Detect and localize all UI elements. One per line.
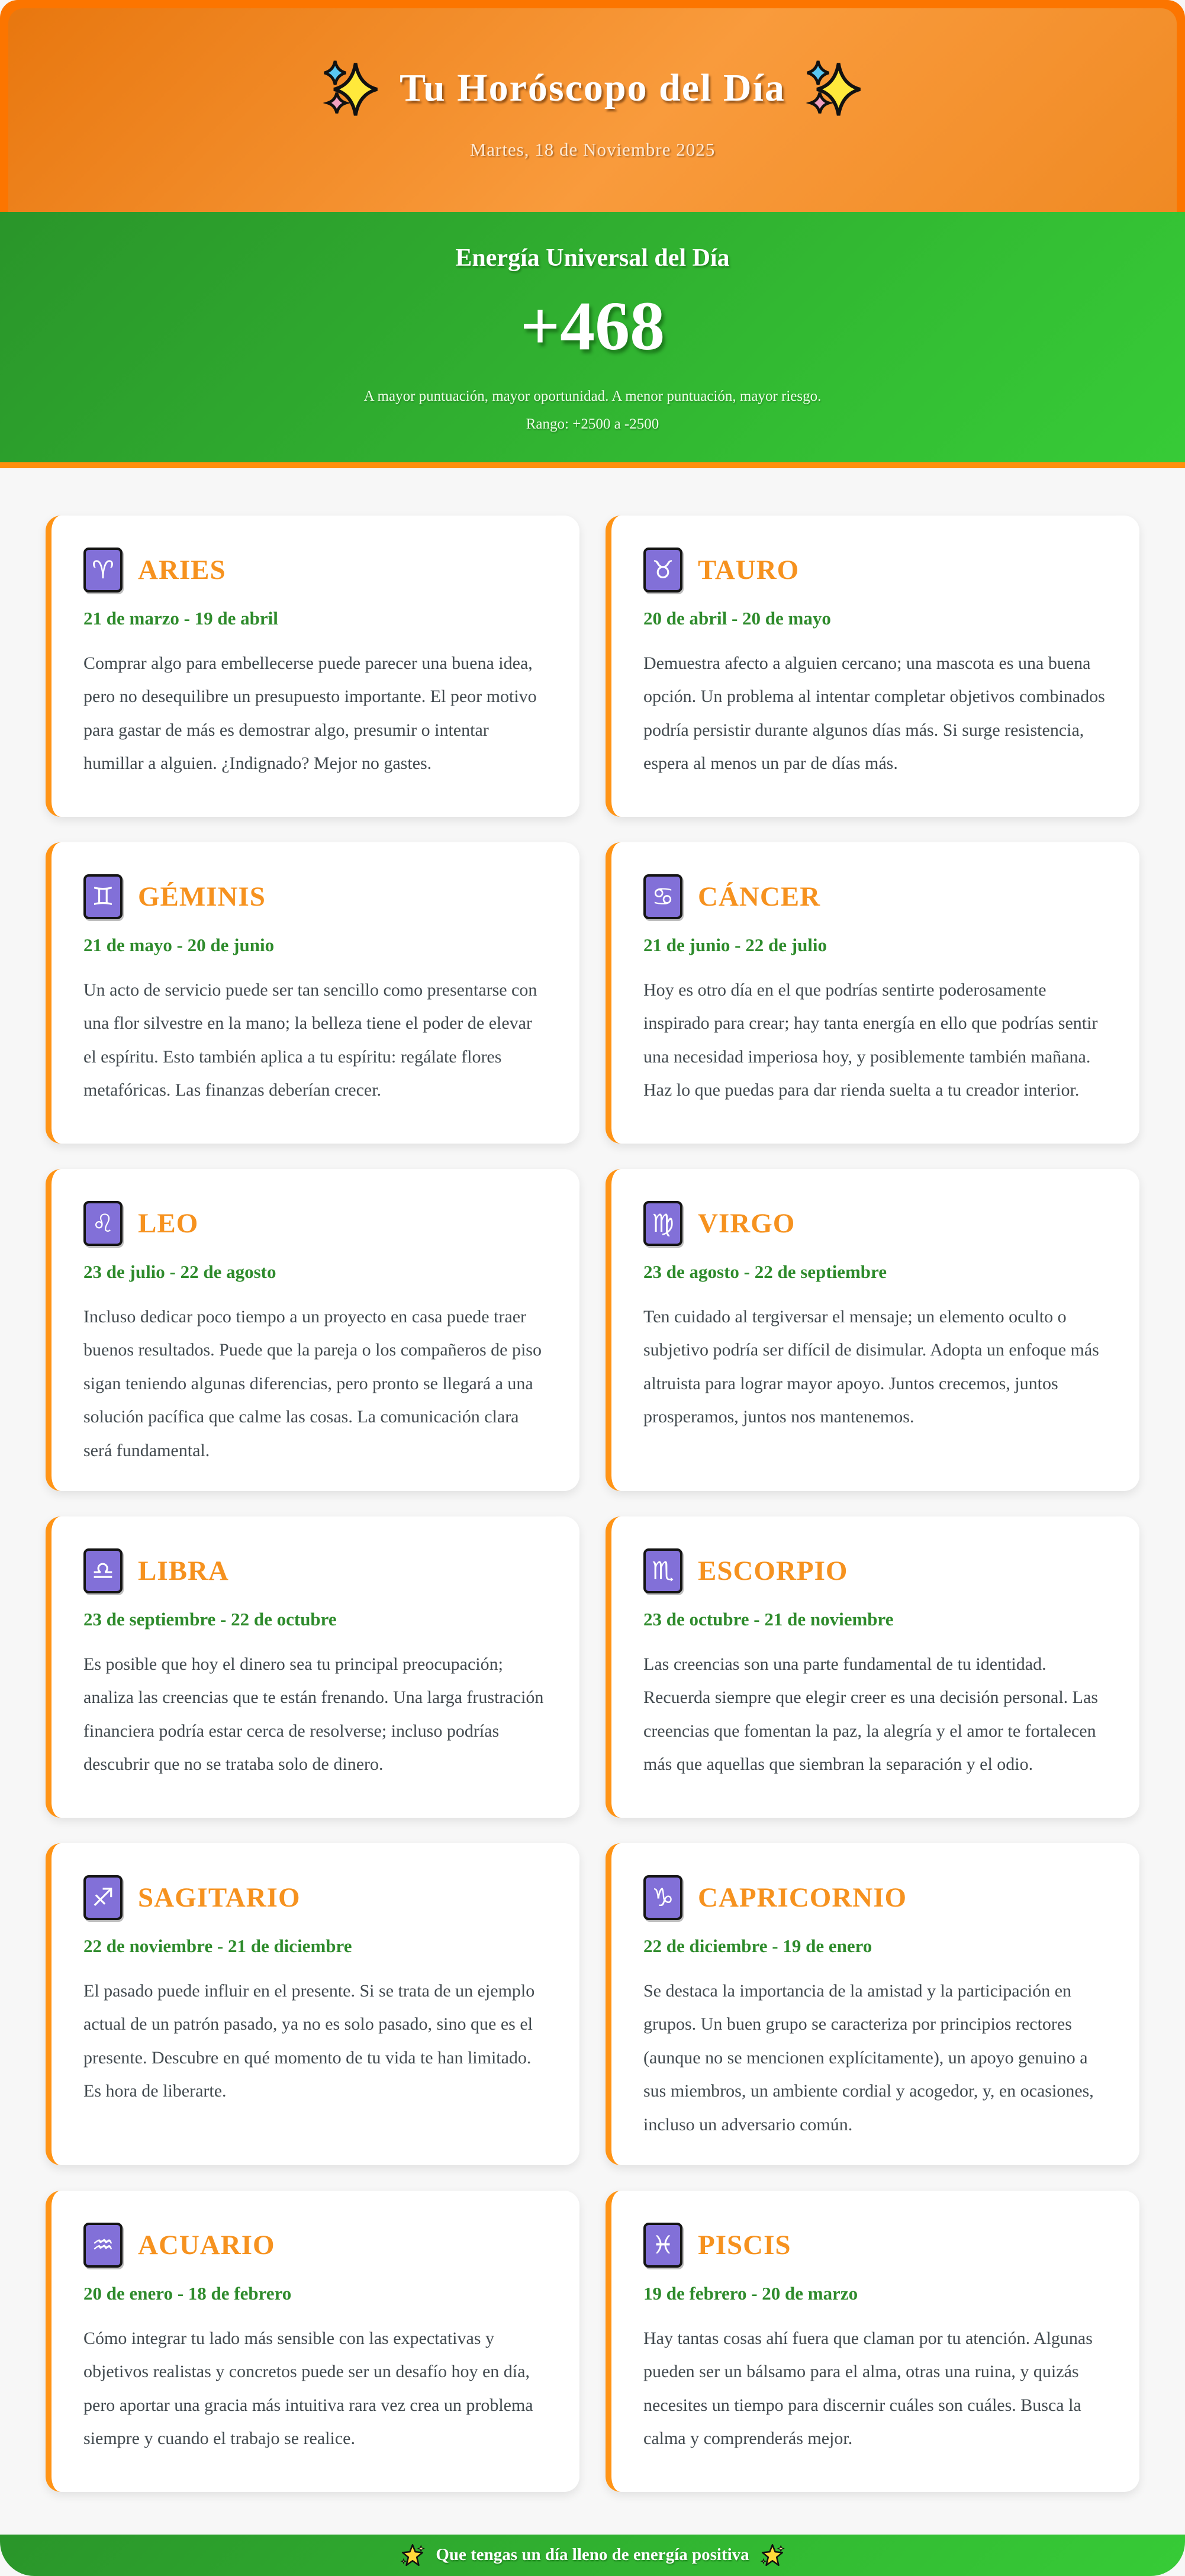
zodiac-sign-icon xyxy=(83,548,123,593)
zodiac-card xyxy=(46,1516,579,1818)
zodiac-sign-glyph: ♓ xyxy=(652,2230,674,2259)
horoscope-text: Cómo integrar tu lado más sensible con las expectativas y objetivos realistas y concretos puede ser un desafío hoy en día, pero aportar una gracia más intuitiva rara vez crea un problema siempre y cuando el trabajo se realice. xyxy=(83,2328,533,2449)
zodiac-sign-glyph: ♒ xyxy=(92,2230,114,2259)
zodiac-card-header xyxy=(83,1548,546,1593)
horoscope-text: Un acto de servicio puede ser tan sencillo como presentarse con una flor silvestre en la mano; la belleza tiene el poder de elevar el espíritu. Esto también aplica a tu espíritu: regálate flores metafóricas. Las finanzas deberían crecer. xyxy=(83,980,537,1100)
zodiac-sign-glyph: ♋ xyxy=(652,882,674,911)
zodiac-name: ARIES xyxy=(138,555,226,585)
zodiac-date-range: 23 de agosto - 22 de septiembre xyxy=(643,1261,887,1282)
page-header xyxy=(8,8,1177,212)
zodiac-name: PISCIS xyxy=(698,2229,791,2261)
energy-description-line: A mayor puntuación, mayor oportunidad. A menor puntuación, mayor riesgo. xyxy=(363,388,822,404)
zodiac-card xyxy=(606,2191,1139,2492)
zodiac-date-range: 22 de noviembre - 21 de diciembre xyxy=(83,1935,352,1956)
zodiac-card xyxy=(606,1516,1139,1818)
page-date: Martes, 18 de Noviembre 2025 xyxy=(469,139,716,160)
horoscope-text: Ten cuidado al tergiversar el mensaje; un elemento oculto o subjetivo podría ser difícil de disimular. Adopta un enfoque más altruista para lograr mayor apoyo. Juntos crecemos, juntos prosperamos, juntos nos mantenemos. xyxy=(643,1307,1099,1427)
zodiac-card xyxy=(46,842,579,1144)
zodiac-card xyxy=(46,1169,579,1491)
zodiac-sign-icon xyxy=(83,1201,123,1246)
zodiac-sign-icon xyxy=(83,2223,123,2268)
zodiac-date-range: 19 de febrero - 20 de marzo xyxy=(643,2282,858,2304)
horoscope-text: Demuestra afecto a alguien cercano; una mascota es una buena opción. Un problema al intentar completar objetivos combinados podría persistir durante algunos días más. Si surge resistencia, espera al menos un par de días más. xyxy=(643,653,1105,774)
footer-message: Que tengas un día lleno de energía positiva xyxy=(436,2545,749,2565)
zodiac-card-header xyxy=(643,2223,1106,2268)
zodiac-name: CAPRICORNIO xyxy=(698,1882,907,1913)
zodiac-sign-glyph: ♐ xyxy=(92,1882,114,1912)
zodiac-sign-icon xyxy=(83,874,123,919)
zodiac-card-header xyxy=(643,548,1106,593)
zodiac-name: VIRGO xyxy=(698,1208,796,1239)
zodiac-card xyxy=(46,1843,579,2165)
zodiac-card-header xyxy=(643,1548,1106,1593)
zodiac-sign-glyph: ♈ xyxy=(92,555,114,584)
horoscope-text: Comprar algo para embellecerse puede parecer una buena idea, pero no desequilibre un presupuesto importante. El peor motivo para gastar de más es demostrar algo, presumir o intentar humillar a alguien. ¿Indignado? Mejor no gastes. xyxy=(83,653,537,774)
zodiac-date-range: 23 de septiembre - 22 de octubre xyxy=(83,1608,337,1630)
zodiac-card-header xyxy=(643,874,1106,919)
zodiac-card xyxy=(46,516,579,817)
zodiac-card-header xyxy=(83,874,546,919)
horoscope-text: Hay tantas cosas ahí fuera que claman por tu atención. Algunas pueden ser un bálsamo para el alma, otras una ruina, y quizás necesites un tiempo para discernir cuáles son cuáles. Busca la calma y comprenderás mejor. xyxy=(643,2328,1093,2449)
zodiac-card-header xyxy=(643,1875,1106,1920)
zodiac-date-range: 21 de mayo - 20 de junio xyxy=(83,935,275,955)
zodiac-sign-glyph: ♊ xyxy=(92,882,114,911)
energy-score: +468 xyxy=(520,287,665,365)
horoscope-text: Se destaca la importancia de la amistad y la participación en grupos. Un buen grupo se caracteriza por principios rectores (aunque no se mencionen explícitamente), un apoyo genuino a sus miembros, un ambiente cordial y acogedor, y, en ocasiones, incluso un adversario común. xyxy=(643,1981,1094,2134)
zodiac-date-range: 20 de enero - 18 de febrero xyxy=(83,2282,292,2304)
zodiac-date-range: 20 de abril - 20 de mayo xyxy=(643,608,831,629)
zodiac-card-header xyxy=(83,2223,546,2268)
horoscope-text: Hoy es otro día en el que podrías sentirte poderosamente inspirado para crear; hay tanta energía en ello que podrías sentir una necesidad imperiosa hoy, y posiblemente también mañana. Haz lo que puedas para dar rienda suelta a tu creador interior. xyxy=(643,980,1098,1100)
energy-title: Energía Universal del Día xyxy=(455,244,730,272)
cards-grid xyxy=(0,468,1185,2535)
zodiac-card-header xyxy=(83,548,546,593)
zodiac-date-range: 21 de junio - 22 de julio xyxy=(643,935,827,955)
zodiac-sign-icon xyxy=(643,548,682,593)
zodiac-name: CÁNCER xyxy=(698,881,821,912)
zodiac-date-range: 23 de octubre - 21 de noviembre xyxy=(643,1608,894,1630)
zodiac-card xyxy=(606,516,1139,817)
zodiac-card-header xyxy=(83,1875,546,1920)
energy-description xyxy=(364,382,822,439)
zodiac-card-header xyxy=(643,1201,1106,1246)
horoscope-text: Incluso dedicar poco tiempo a un proyecto en casa puede traer buenos resultados. Puede que la pareja o los compañeros de piso sigan teniendo algunas diferencias, pero pronto se llegará a una solución pacífica que calme las cosas. La comunicación clara será fundamental. xyxy=(83,1307,542,1460)
zodiac-name: ESCORPIO xyxy=(698,1555,848,1586)
horoscope-text: Es posible que hoy el dinero sea tu principal preocupación; analiza las creencias que te están frenando. Una larga frustración financiera podría estar cerca de resolverse; incluso podrías descubrir que no se trataba solo de dinero. xyxy=(83,1654,544,1775)
zodiac-card xyxy=(606,1169,1139,1491)
zodiac-sign-icon xyxy=(643,1875,682,1920)
horoscope-text: Las creencias son una parte fundamental de tu identidad. Recuerda siempre que elegir creer es una decisión personal. Las creencias que fomentan la paz, la alegría y el amor te fortalecen más que aquellas que siembran la separación y el odio. xyxy=(643,1654,1098,1775)
zodiac-sign-icon xyxy=(83,1548,123,1593)
orange-divider xyxy=(0,462,1185,468)
glowing-star-icon xyxy=(400,2543,425,2568)
zodiac-name: LIBRA xyxy=(138,1555,229,1586)
zodiac-card-header xyxy=(83,1201,546,1246)
universal-energy-section xyxy=(0,212,1185,462)
sparkles-icon xyxy=(323,60,379,117)
zodiac-sign-icon xyxy=(83,1875,123,1920)
zodiac-sign-icon xyxy=(643,1201,682,1246)
glowing-star-icon xyxy=(760,2543,785,2568)
zodiac-sign-icon xyxy=(643,1548,682,1593)
zodiac-sign-glyph: ♌ xyxy=(92,1209,114,1238)
zodiac-sign-glyph: ♎ xyxy=(92,1556,114,1585)
zodiac-date-range: 22 de diciembre - 19 de enero xyxy=(643,1935,872,1956)
zodiac-card xyxy=(606,1843,1139,2165)
zodiac-sign-glyph: ♑ xyxy=(652,1882,674,1912)
zodiac-date-range: 23 de julio - 22 de agosto xyxy=(83,1261,276,1282)
zodiac-name: LEO xyxy=(138,1208,199,1239)
hero-frame xyxy=(0,0,1185,212)
zodiac-sign-icon xyxy=(643,2223,682,2268)
zodiac-date-range: 21 de marzo - 19 de abril xyxy=(83,608,278,629)
zodiac-card xyxy=(46,2191,579,2492)
page-title: Tu Horóscopo del Día xyxy=(400,66,785,110)
zodiac-sign-glyph: ♉ xyxy=(652,555,674,584)
page-footer xyxy=(0,2535,1185,2576)
zodiac-name: TAURO xyxy=(698,555,800,585)
zodiac-sign-icon xyxy=(643,874,682,919)
energy-range: Rango: +2500 a -2500 xyxy=(526,416,659,433)
zodiac-name: SAGITARIO xyxy=(138,1882,301,1913)
zodiac-name: ACUARIO xyxy=(138,2229,275,2261)
horoscope-text: El pasado puede influir en el presente. Si se trata de un ejemplo actual de un patrón pasado, ya no es solo pasado, sino que es el presente. Descubre en qué momento de tu vida te han limitado. Es hora de liberarte. xyxy=(83,1981,535,2101)
zodiac-sign-glyph: ♍ xyxy=(652,1209,674,1238)
zodiac-name: GÉMINIS xyxy=(138,881,266,912)
zodiac-card xyxy=(606,842,1139,1144)
sparkles-icon xyxy=(806,60,862,117)
zodiac-sign-glyph: ♏ xyxy=(652,1556,674,1585)
